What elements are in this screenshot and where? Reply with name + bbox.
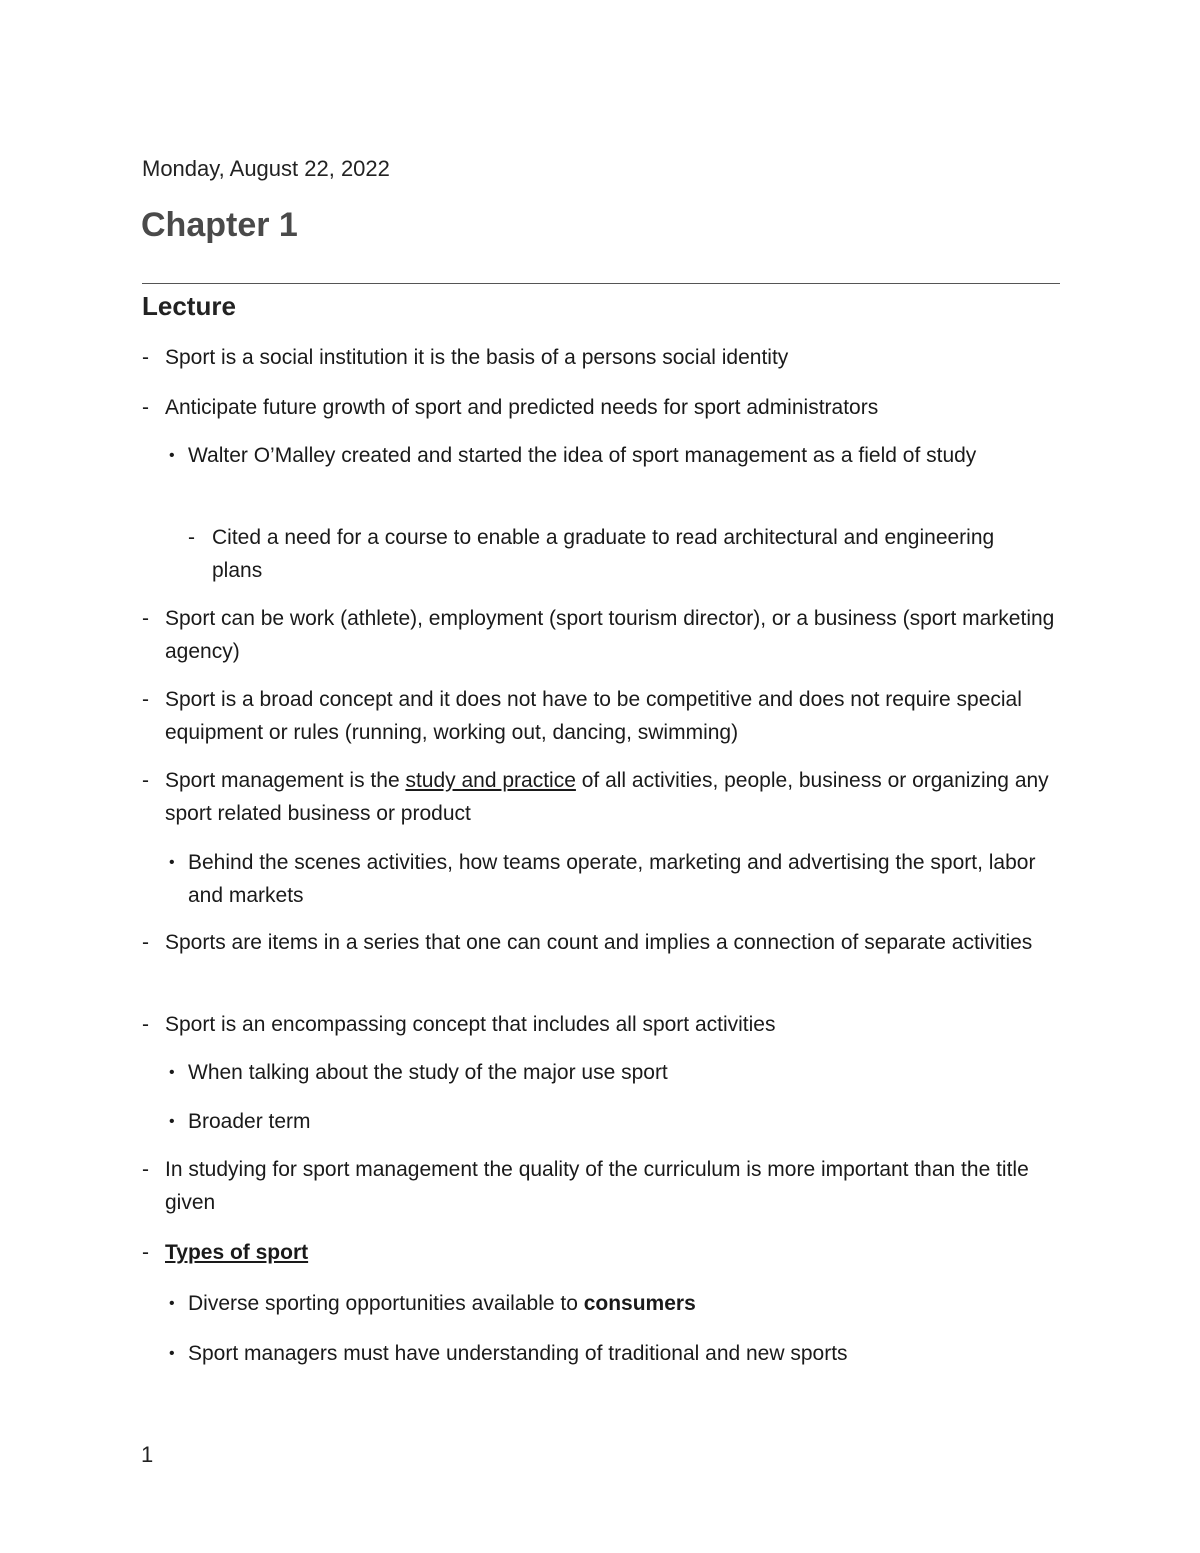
title-divider: [142, 283, 1060, 284]
bullet-marker: •: [169, 447, 175, 464]
list-item: [169, 439, 1048, 472]
list-item: [188, 521, 1042, 587]
list-item-text: Sport is a social institution it is the basis of a persons social identity: [165, 346, 789, 369]
bullet-marker: •: [169, 854, 175, 871]
page-date: Monday, August 22, 2022: [142, 156, 390, 181]
list-item-text: Sport can be work (athlete), employment (sport tourism director), or a business (sport marketing agency): [165, 607, 1055, 663]
list-item: [169, 846, 1048, 912]
list-item-text: Sport is an encompassing concept that includes all sport activities: [165, 1013, 776, 1036]
chapter-title: Chapter 1: [141, 206, 298, 244]
bold-phrase: consumers: [583, 1292, 696, 1315]
list-item-text: Cited a need for a course to enable a graduate to read architectural and engineering plans: [212, 526, 995, 582]
list-item-text: Anticipate future growth of sport and predicted needs for sport administrators: [165, 396, 879, 419]
dash-marker: -: [142, 1013, 149, 1036]
underlined-phrase: study and practice: [405, 769, 576, 792]
list-item: [169, 1105, 1048, 1138]
list-item-text: Broader term: [188, 1110, 311, 1133]
list-item-text: Sports are items in a series that one can count and implies a connection of separate activities: [165, 931, 1033, 954]
dash-marker: -: [142, 346, 149, 369]
bullet-marker: •: [169, 1113, 175, 1130]
bullet-marker: •: [169, 1345, 175, 1362]
dash-marker: -: [142, 607, 149, 630]
list-item: [142, 602, 1065, 668]
list-item: [142, 1008, 1065, 1041]
bullet-marker: •: [169, 1295, 175, 1312]
list-item: [169, 1287, 1048, 1320]
list-item: [169, 1056, 1048, 1089]
list-item-text: Sport is a broad concept and it does not have to be competitive and does not require special equipment or rules (running, working out, dancing, swimming): [165, 688, 1022, 744]
list-item-text: Behind the scenes activities, how teams operate, marketing and advertising the sport, labor and markets: [188, 851, 1036, 907]
list-item-text: Walter O’Malley created and started the idea of sport management as a field of study: [188, 444, 977, 467]
list-item: [142, 1236, 1065, 1269]
list-item: [142, 683, 1065, 749]
list-item: [142, 1153, 1065, 1219]
dash-marker: -: [142, 688, 149, 711]
list-item-text-before: Sport management is the: [165, 769, 406, 792]
list-item-text-after: of all activities, people, business or organizing any sport related business or product: [165, 769, 1049, 825]
dash-marker: -: [142, 769, 149, 792]
dash-marker: -: [142, 1241, 149, 1264]
list-item-text: In studying for sport management the quality of the curriculum is more important than the title given: [165, 1158, 1029, 1214]
bullet-marker: •: [169, 1064, 175, 1081]
list-item-text: Sport managers must have understanding of traditional and new sports: [188, 1342, 848, 1365]
list-item-text-before: Diverse sporting opportunities available to: [188, 1292, 584, 1315]
list-item-text: When talking about the study of the major use sport: [188, 1061, 668, 1084]
list-item: [169, 1337, 1048, 1370]
list-item: [142, 391, 1065, 424]
list-item: [142, 926, 1065, 959]
list-item-heading: Types of sport: [165, 1241, 309, 1264]
list-item: [142, 764, 1065, 830]
list-item: [142, 341, 1065, 374]
section-title: Lecture: [142, 291, 236, 321]
dash-marker: -: [142, 931, 149, 954]
page-number: 1: [141, 1442, 154, 1467]
dash-marker: -: [142, 1158, 149, 1181]
dash-marker: -: [142, 396, 149, 419]
dash-marker: -: [188, 526, 195, 549]
